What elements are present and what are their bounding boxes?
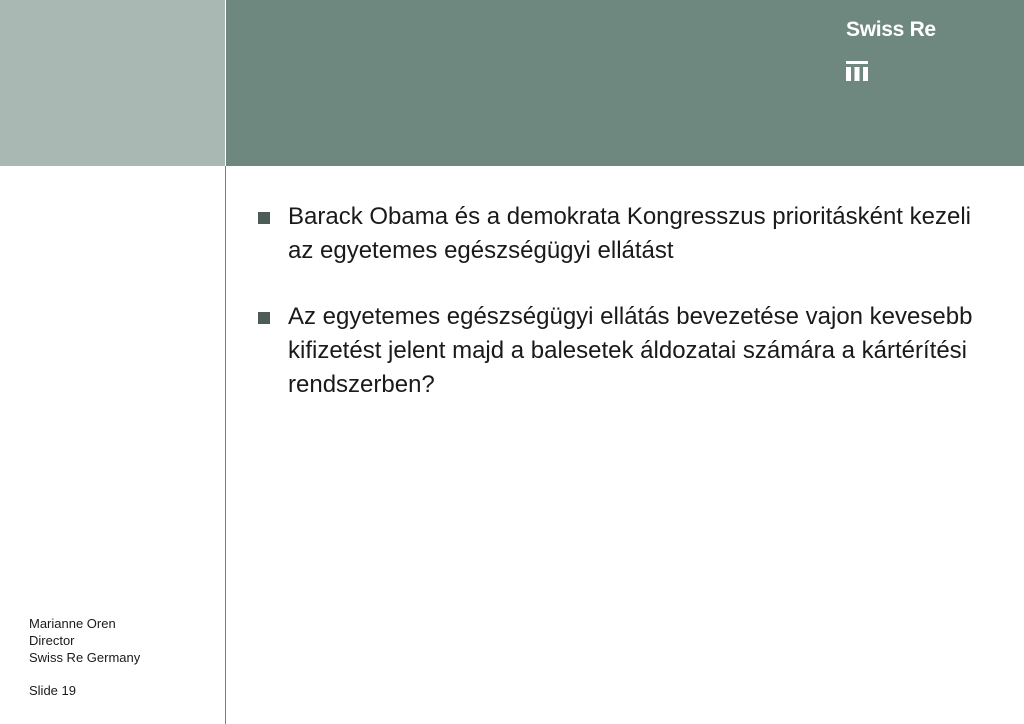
slide-number: Slide 19 <box>29 683 76 698</box>
bullet-item <box>258 300 998 402</box>
bullet-text: Az egyetemes egészségügyi ellátás bevezetése vajon kevesebb kifizetést jelent majd a balesetek áldozatai számára a kártérítési rendszerben? <box>288 303 973 398</box>
header-left-panel <box>0 0 225 166</box>
vertical-divider <box>225 166 226 724</box>
bullet-square-icon <box>258 212 270 224</box>
swiss-re-logo-icon <box>846 61 868 81</box>
bullet-list <box>258 200 998 434</box>
presenter-company: Swiss Re Germany <box>29 650 141 665</box>
bullet-text: Barack Obama és a demokrata Kongresszus prioritásként kezeli az egyetemes egészségügyi ellátást <box>288 203 971 264</box>
presenter-title: Director <box>29 633 75 648</box>
bullet-item <box>258 200 998 268</box>
presenter-name: Marianne Oren <box>29 616 116 631</box>
swiss-re-logo-text: Swiss Re <box>846 18 936 41</box>
presenter-info <box>29 615 140 666</box>
bullet-square-icon <box>258 312 270 324</box>
